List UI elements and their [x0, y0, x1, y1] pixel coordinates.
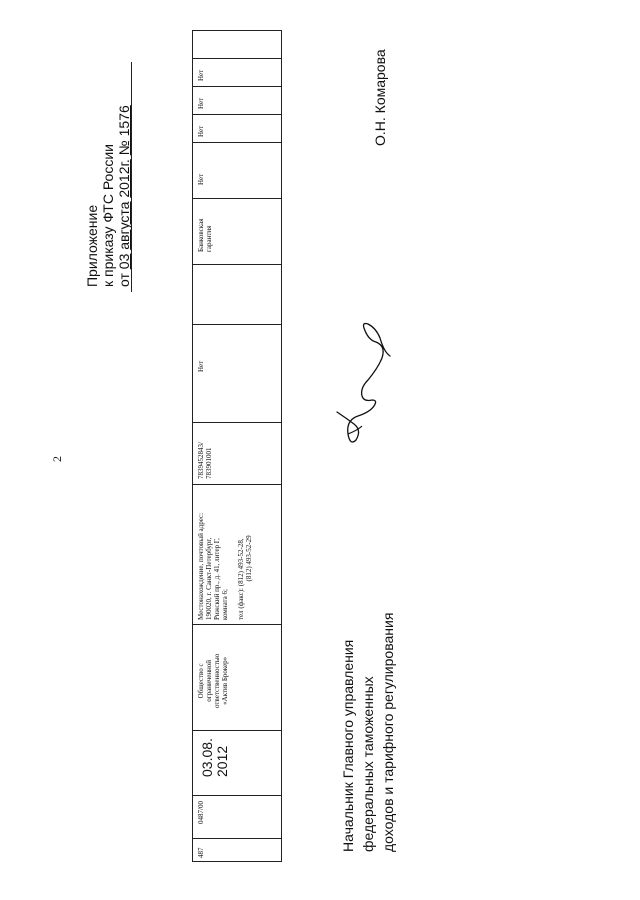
table-divider	[192, 795, 282, 796]
table-divider	[192, 58, 282, 59]
inn-line: 783901001	[205, 447, 213, 479]
position-line: федеральных таможенных	[360, 676, 376, 852]
position-line: доходов и тарифного регулирования	[380, 612, 396, 852]
cell-col-13: Нет	[197, 69, 205, 81]
org-line: «Актив Брокер»	[221, 656, 229, 705]
cell-organization	[197, 654, 229, 708]
cell-col-7: Нет	[197, 360, 205, 372]
table-divider	[192, 86, 282, 87]
appendix-order-ref: к приказу ФТС России	[100, 144, 116, 287]
page-number: 2	[50, 456, 64, 462]
address-line: Местонахождение, почтовый адрес:	[197, 512, 205, 620]
table-divider	[192, 142, 282, 143]
cell-inn-kpp	[197, 442, 213, 479]
table-divider	[192, 114, 282, 115]
cell-col-11: Нет	[197, 125, 205, 137]
address-line: тел (факс): (812) 493-52-28,	[237, 538, 245, 620]
table-divider	[192, 484, 282, 485]
table-divider	[192, 730, 282, 731]
date-line: 03.08.	[199, 738, 215, 777]
cell-register-number: 0487/00	[197, 801, 205, 824]
position-line: Начальник Главного управления	[340, 639, 356, 852]
cell-guarantee	[197, 219, 213, 252]
guarantee-line: Банковская	[197, 218, 205, 252]
org-line: ограниченной	[205, 659, 213, 702]
table-divider	[192, 324, 282, 325]
org-line: ответственностью	[213, 653, 221, 708]
appendix-month: августа	[116, 201, 132, 250]
table-divider	[192, 838, 282, 839]
cell-row-number: 487	[197, 847, 205, 858]
org-line: Общество с	[197, 663, 205, 699]
inn-line: 7839452843/	[197, 442, 205, 479]
table-divider	[192, 198, 282, 199]
appendix-header	[84, 105, 132, 287]
cell-col-10: Нет	[197, 173, 205, 185]
appendix-day: 03	[116, 253, 132, 270]
table-divider	[192, 624, 282, 625]
cell-col-12: Нет	[197, 97, 205, 109]
appendix-title: Приложение	[84, 204, 100, 287]
handwritten-signature	[334, 318, 394, 448]
table-divider	[192, 264, 282, 265]
appendix-number: № 1576	[116, 105, 132, 156]
address-line: Рижский пр., д. 41, литер Г,	[213, 538, 221, 620]
address-line	[229, 513, 237, 620]
guarantee-line: гарантия	[205, 225, 213, 252]
address-line: комната 6;	[221, 589, 229, 620]
cell-date	[200, 738, 230, 777]
address-line: (812) 493-52-29	[245, 535, 253, 620]
signatory-name: О.Н. Комарова	[372, 49, 388, 146]
table-divider	[192, 422, 282, 423]
date-line: 2012	[214, 745, 230, 777]
address-line: 190020, г. Санкт-Петербург,	[205, 537, 213, 620]
signatory-position	[338, 613, 398, 852]
appendix-year: 2012г.	[116, 159, 132, 198]
cell-address	[197, 513, 253, 620]
appendix-date-line	[116, 105, 132, 287]
appendix-ot: от	[116, 273, 132, 287]
